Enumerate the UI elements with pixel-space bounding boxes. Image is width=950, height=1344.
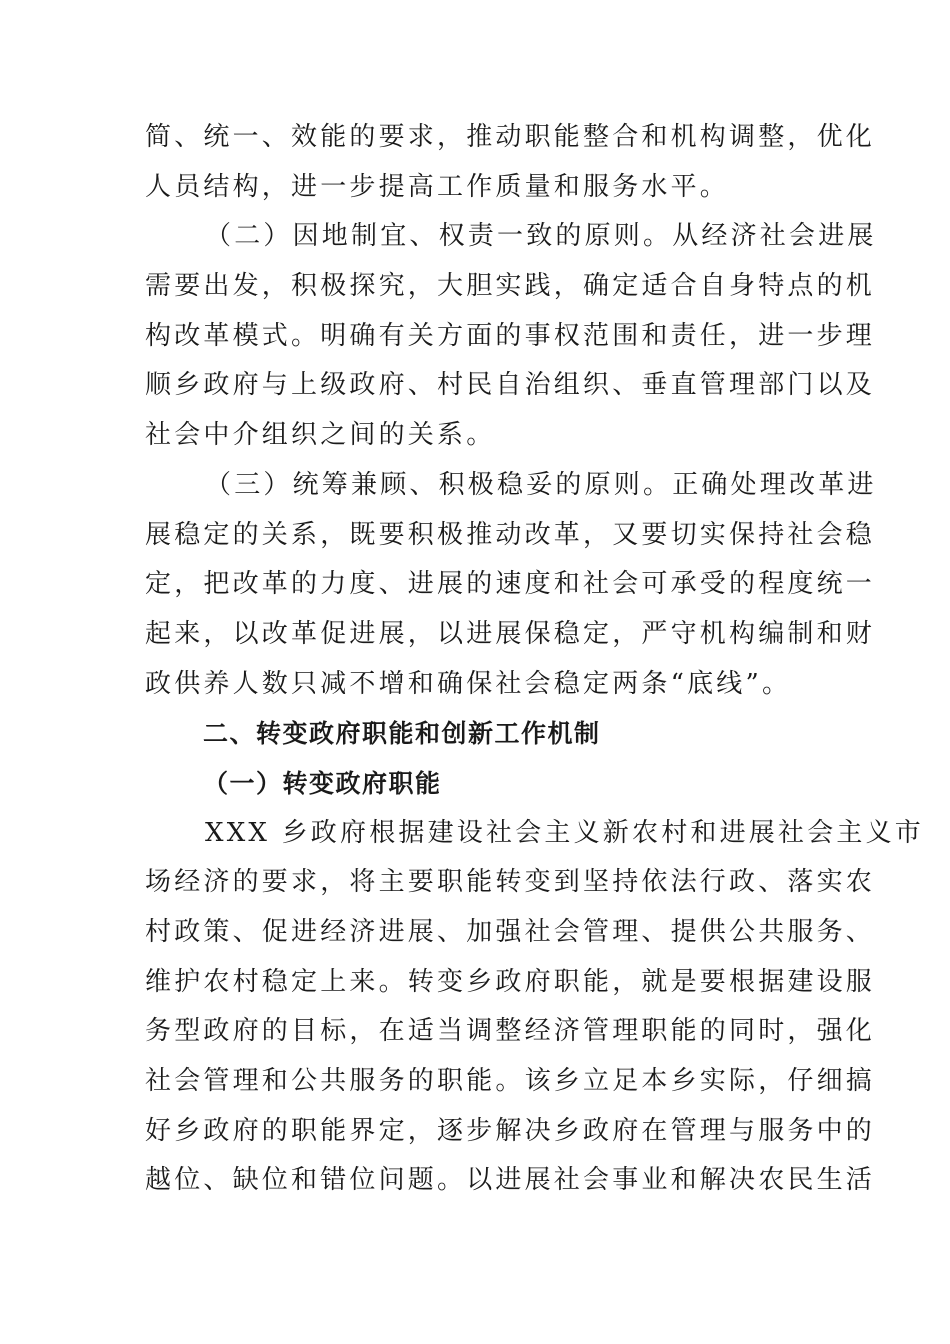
- paragraph-start-line: XXX 乡政府根据建设社会主义新农村和进展社会主义市: [205, 817, 924, 848]
- body-text-line: 好乡政府的职能界定，逐步解决乡政府在管理与服务中的: [145, 1115, 876, 1146]
- section-heading: 二、转变政府职能和创新工作机制: [203, 719, 601, 749]
- subsection-heading: （一）转变政府职能: [203, 768, 442, 798]
- body-text-line: 务型政府的目标，在适当调整经济管理职能的同时，强化: [145, 1016, 876, 1047]
- paragraph-start-line: （三）统筹兼顾、积极稳妥的原则。正确处理改革进: [205, 469, 877, 500]
- body-text-line: 展稳定的关系，既要积极推动改革，又要切实保持社会稳: [145, 519, 876, 550]
- body-text-line: 起来，以改革促进展，以进展保稳定，严守机构编制和财: [145, 618, 876, 649]
- body-text-line: 需要出发，积极探究，大胆实践，确定适合自身特点的机: [145, 271, 876, 302]
- body-text-line: 构改革模式。明确有关方面的事权范围和责任，进一步理: [145, 320, 876, 351]
- body-text-line: 越位、缺位和错位问题。以进展社会事业和解决农民生活: [145, 1165, 876, 1196]
- body-text-line: 村政策、促进经济进展、加强社会管理、提供公共服务、: [145, 917, 876, 947]
- body-text-line: 政供养人数只减不增和确保社会稳定两条“底线”。: [145, 668, 792, 699]
- body-text-line: 社会中介组织之间的关系。: [145, 420, 496, 451]
- body-text-line: 维护农村稳定上来。转变乡政府职能，就是要根据建设服: [145, 966, 876, 997]
- body-text-line: 顺乡政府与上级政府、村民自治组织、垂直管理部门以及: [145, 370, 876, 401]
- body-text-line: 人员结构，进一步提高工作质量和服务水平。: [145, 171, 730, 202]
- document-body: [145, 113, 924, 1206]
- body-text-line: 简、统一、效能的要求，推动职能整合和机构调整，优化: [145, 122, 876, 152]
- body-text-line: 社会管理和公共服务的职能。该乡立足本乡实际，仔细搞: [145, 1066, 876, 1097]
- body-text-line: 定，把改革的力度、进展的速度和社会可承受的程度统一: [145, 569, 876, 600]
- body-text-line: 场经济的要求，将主要职能转变到坚持依法行政、落实农: [145, 867, 876, 898]
- paragraph-start-line: （二）因地制宜、权责一致的原则。从经济社会进展: [205, 221, 877, 252]
